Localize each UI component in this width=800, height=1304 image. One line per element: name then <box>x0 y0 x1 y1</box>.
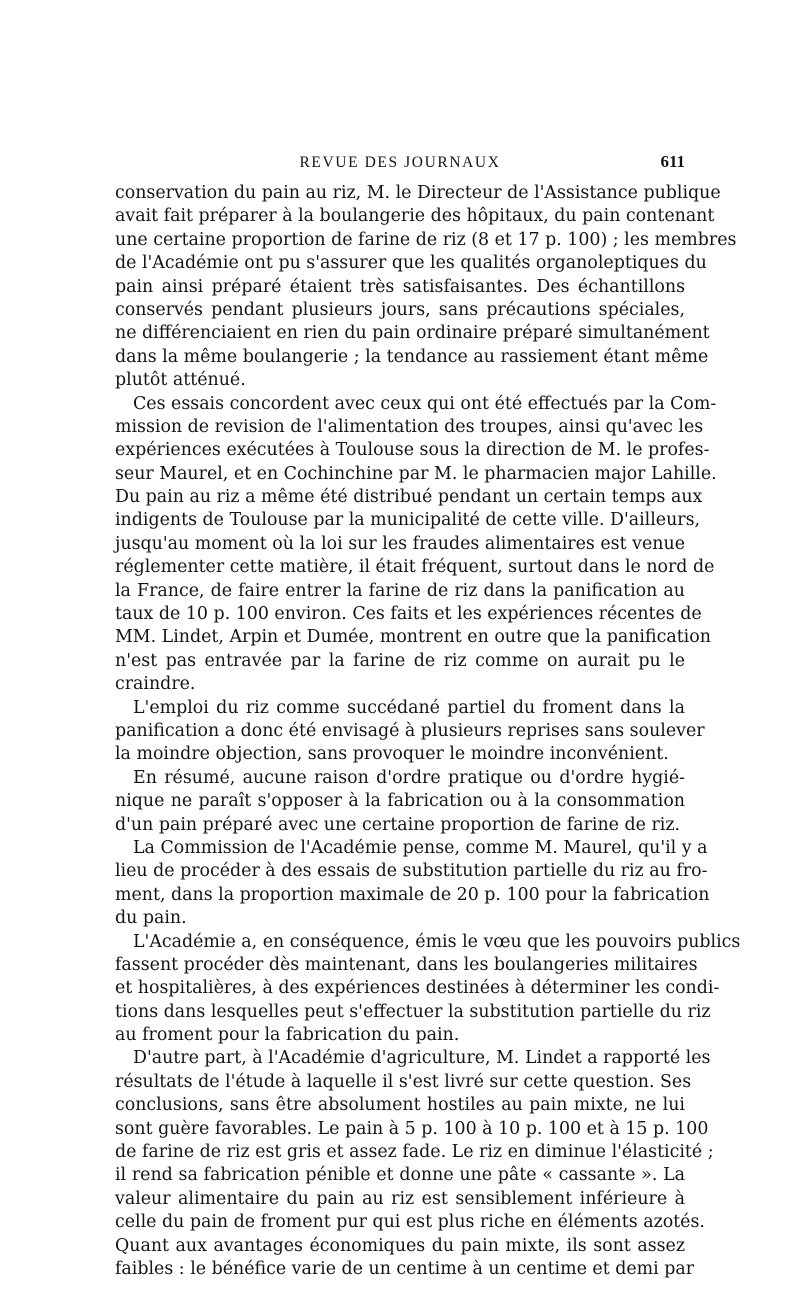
text-line: avait fait préparer à la boulangerie des hôpitaux, du pain contenant <box>115 206 715 227</box>
text-line: au froment pour la fabrication du pain. <box>115 1025 460 1046</box>
text-line: jusqu'au moment où la loi sur les fraudes alimentaires est venue <box>115 533 685 554</box>
text-line: faibles : le bénéfice varie de un centime à un centime et demi par <box>115 1258 695 1279</box>
paragraph <box>115 182 737 393</box>
text-line: seur Maurel, et en Cochinchine par M. le pharmacien major Lahille. <box>115 463 717 484</box>
paragraph <box>115 837 710 931</box>
text-line: nique ne paraît s'opposer à la fabrication ou à la consommation <box>115 791 685 812</box>
text-line: il rend sa fabrication pénible et donne une pâte « cassante ». La <box>115 1165 685 1186</box>
text-line: En résumé, aucune raison d'ordre pratique ou d'ordre hygié- <box>133 767 685 788</box>
text-line: dans la même boulangerie ; la tendance au rassiement étant même <box>115 346 709 367</box>
text-line: mission de revision de l'alimentation des troupes, ainsi qu'avec les <box>115 416 704 437</box>
text-line: d'un pain préparé avec une certaine proportion de farine de riz. <box>115 814 681 835</box>
paragraph <box>115 393 717 697</box>
text-line: lieu de procéder à des essais de substitution partielle du riz au fro- <box>115 861 708 882</box>
text-line: celle du pain de froment pur qui est plus riche en éléments azotés. <box>115 1212 705 1233</box>
text-line: taux de 10 p. 100 environ. Ces faits et les expériences récentes de <box>115 604 702 625</box>
text-line: D'autre part, à l'Académie d'agriculture, M. Lindet a rapporté les <box>133 1048 711 1069</box>
text-line: L'Académie a, en conséquence, émis le vœu que les pouvoirs publics <box>133 931 741 952</box>
text-line: Du pain au riz a même été distribué pendant un certain temps aux <box>115 487 703 508</box>
text-line: conservés pendant plusieurs jours, sans précautions spéciales, <box>115 299 685 320</box>
text-line: indigents de Toulouse par la municipalité de cette ville. D'ailleurs, <box>115 510 701 531</box>
text-line: n'est pas entravée par la farine de riz comme on aurait pu le <box>115 650 685 671</box>
text-line: plutôt atténué. <box>115 370 246 391</box>
text-line: Ces essais concordent avec ceux qui ont été effectués par la Com- <box>133 393 717 414</box>
text-line: La Commission de l'Académie pense, comme M. Maurel, qu'il y a <box>133 837 708 858</box>
text-line: expériences exécutées à Toulouse sous la direction de M. le profes- <box>115 440 710 461</box>
text-line: sont guère favorables. Le pain à 5 p. 100 à 10 p. 100 et à 15 p. 100 <box>115 1118 709 1139</box>
text-line: conservation du pain au riz, M. le Directeur de l'Assistance publique <box>115 183 721 203</box>
text-line: tions dans lesquelles peut s'effectuer la substitution partielle du riz <box>115 1001 711 1022</box>
page-header <box>115 152 685 176</box>
text-line: pain ainsi préparé étaient très satisfaisantes. Des échantillons <box>115 276 685 297</box>
text-line: fassent procéder dès maintenant, dans les boulangeries militaires <box>115 954 698 975</box>
paragraph <box>115 931 741 1048</box>
running-title: REVUE DES JOURNAUX <box>299 154 501 171</box>
text-line: de l'Académie ont pu s'assurer que les qualités organoleptiques du <box>115 253 707 274</box>
text-line: la moindre objection, sans provoquer le moindre inconvénient. <box>115 744 669 765</box>
text-line: réglementer cette matière, il était fréquent, surtout dans le nord de <box>115 557 715 578</box>
body-text <box>115 182 741 1281</box>
text-line: craindre. <box>115 674 196 695</box>
paragraph <box>115 767 685 837</box>
text-line: Quant aux avantages économiques du pain mixte, ils sont assez <box>115 1235 685 1256</box>
text-line: L'emploi du riz comme succédané partiel du froment dans la <box>133 697 685 718</box>
text-line: du pain. <box>115 908 187 929</box>
text-line: conclusions, sans être absolument hostiles au pain mixte, ne lui <box>115 1095 685 1116</box>
paragraph <box>115 1047 714 1281</box>
text-line: la France, de faire entrer la farine de riz dans la panification au <box>115 580 685 601</box>
page-number: 611 <box>660 152 685 171</box>
text-line: de farine de riz est gris et assez fade. Le riz en diminue l'élasticité ; <box>115 1142 714 1163</box>
text-line: panification a donc été envisagé à plusieurs reprises sans soulever <box>115 720 705 741</box>
text-line: valeur alimentaire du pain au riz est sensiblement inférieure à <box>115 1188 685 1209</box>
text-line: ne différenciaient en rien du pain ordinaire préparé simultanément <box>115 323 710 344</box>
text-line: et hospitalières, à des expériences destinées à déterminer les condi- <box>115 978 720 999</box>
text-line: résultats de l'étude à laquelle il s'est livré sur cette question. Ses <box>115 1071 692 1092</box>
text-line: MM. Lindet, Arpin et Dumée, montrent en outre que la panification <box>115 627 711 648</box>
text-line: ment, dans la proportion maximale de 20 p. 100 pour la fabrication <box>115 884 710 905</box>
text-line: une certaine proportion de farine de riz (8 et 17 p. 100) ; les membres <box>115 229 737 250</box>
paragraph <box>115 697 705 767</box>
